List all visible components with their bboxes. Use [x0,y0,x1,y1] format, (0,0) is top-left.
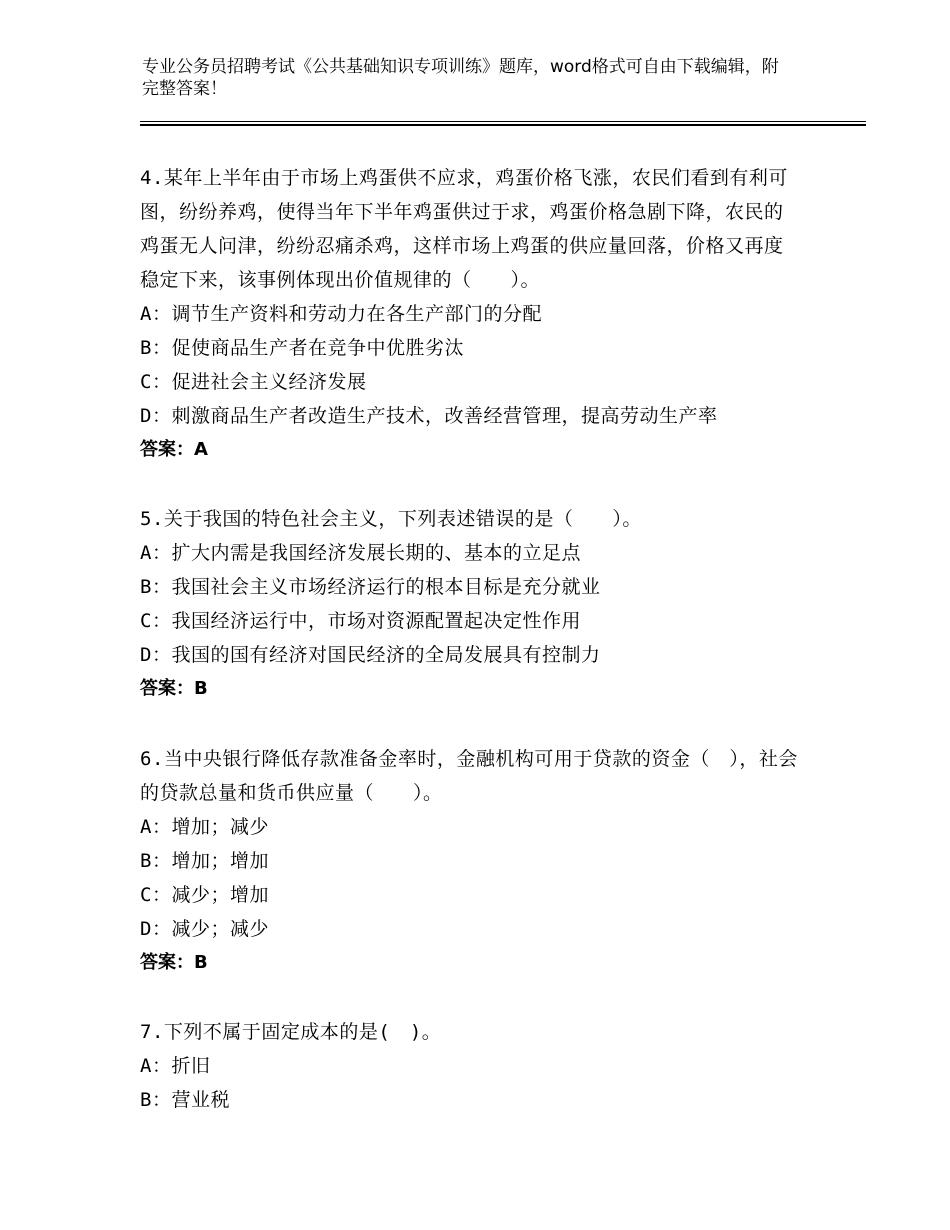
option-a: A：增加；减少 [140,816,269,838]
question-6 [140,742,800,980]
question-stem: 6.当中央银行降低存款准备金率时，金融机构可用于贷款的资金（ ），社会的贷款总量和货币供应量（ ）。 [140,748,798,804]
option-b: B：我国社会主义市场经济运行的根本目标是充分就业 [140,576,601,598]
option-b: B：营业税 [140,1089,230,1111]
option-a: A：折旧 [140,1055,211,1077]
question-5 [140,502,800,706]
question-stem: 5.关于我国的特色社会主义，下列表述错误的是（ ）。 [140,508,642,530]
answer-line: 答案：A [140,439,208,460]
document-header: 专业公务员招聘考试《公共基础知识专项训练》题库，word格式可自由下载编辑，附完整答案！ [142,57,779,99]
option-c: C：我国经济运行中，市场对资源配置起决定性作用 [140,610,581,632]
option-d: D：我国的国有经济对国民经济的全局发展具有控制力 [140,644,601,666]
option-a: A：调节生产资料和劳动力在各生产部门的分配 [140,303,542,325]
answer-line: 答案：B [140,678,208,699]
question-stem: 4.某年上半年由于市场上鸡蛋供不应求，鸡蛋价格飞涨，农民们看到有利可图，纷纷养鸡，使得当年下半年鸡蛋供过于求，鸡蛋价格急剧下降，农民的鸡蛋无人问津，纷纷忍痛杀鸡，这样市场上鸡蛋的供应量回落，价格又再度稳定下来，该事例体现出价值规律的（ ）。 [140,167,788,291]
header-divider [140,121,866,122]
option-b: B：促使商品生产者在竞争中优胜劣汰 [140,337,464,359]
option-d: D：刺激商品生产者改造生产技术，改善经营管理，提高劳动生产率 [140,405,718,427]
option-c: C：促进社会主义经济发展 [140,371,367,393]
header-divider-thick [140,124,866,126]
option-d: D：减少；减少 [140,918,269,940]
question-7 [140,1015,800,1117]
option-c: C：减少；增加 [140,884,269,906]
option-b: B：增加；增加 [140,850,269,872]
question-stem: 7.下列不属于固定成本的是( )。 [140,1021,442,1043]
option-a: A：扩大内需是我国经济发展长期的、基本的立足点 [140,542,581,564]
question-4 [140,161,800,467]
answer-line: 答案：B [140,952,208,973]
